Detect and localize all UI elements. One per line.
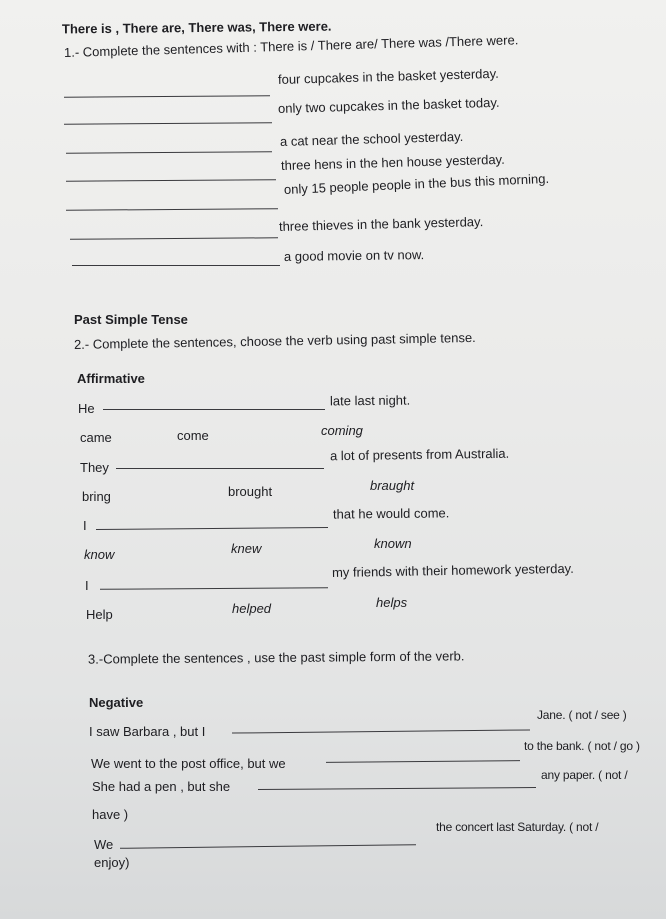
section2-subheading: Affirmative <box>77 371 145 386</box>
sentence-rest: that he would come. <box>332 505 450 522</box>
sentence-2: only two cupcakes in the basket today. <box>277 94 500 116</box>
answer-blank[interactable] <box>66 208 278 210</box>
verb-option[interactable]: know <box>84 547 115 562</box>
answer-blank[interactable] <box>100 587 328 590</box>
sentence-end: to the bank. ( not / go ) <box>524 739 640 753</box>
sentence-rest: a lot of presents from Australia. <box>329 445 510 464</box>
sentence-3: a cat near the school yesterday. <box>279 128 464 149</box>
answer-blank[interactable] <box>326 760 520 763</box>
verb-option[interactable]: braught <box>370 478 415 493</box>
sentence-5: only 15 people people in the bus this morning. <box>283 170 550 197</box>
verb-option[interactable]: come <box>177 428 209 443</box>
verb-option[interactable]: came <box>80 430 112 445</box>
verb-option[interactable]: knew <box>231 541 262 556</box>
sentence-start: I saw Barbara , but I <box>89 724 206 739</box>
subject: I <box>85 578 89 593</box>
sentence-wrap: enjoy) <box>94 855 130 870</box>
answer-blank[interactable] <box>64 122 272 124</box>
sentence-end: any paper. ( not / <box>541 768 628 782</box>
sentence-end: the concert last Saturday. ( not / <box>436 820 599 834</box>
verb-option[interactable]: Help <box>86 607 113 622</box>
subject: I <box>83 518 87 533</box>
answer-blank[interactable] <box>258 787 536 790</box>
answer-blank[interactable] <box>116 468 324 469</box>
sentence-7: a good movie on tv now. <box>283 247 425 264</box>
answer-blank[interactable] <box>72 265 280 266</box>
verb-option[interactable]: helps <box>376 595 408 610</box>
section3-subheading: Negative <box>89 695 144 710</box>
section3-instruction: 3.-Complete the sentences , use the past simple form of the verb. <box>87 648 465 667</box>
verb-option[interactable]: known <box>374 536 412 551</box>
verb-option[interactable]: brought <box>228 484 273 499</box>
sentence-wrap: have ) <box>92 807 129 822</box>
sentence-start: She had a pen , but she <box>92 779 231 794</box>
sentence-1: four cupcakes in the basket yesterday. <box>277 65 499 87</box>
sentence-rest: late last night. <box>329 392 411 409</box>
subject: He <box>78 401 95 416</box>
sentence-start: We went to the post office, but we <box>91 756 286 771</box>
worksheet-title: There is , There are, There was, There were. <box>61 18 332 37</box>
answer-blank[interactable] <box>120 844 416 849</box>
answer-blank[interactable] <box>103 409 325 410</box>
sentence-4: three hens in the hen house yesterday. <box>280 151 505 173</box>
answer-blank[interactable] <box>232 729 530 733</box>
section2-instruction: 2.- Complete the sentences, choose the verb using past simple tense. <box>73 329 476 352</box>
sentence-6: three thieves in the bank yesterday. <box>278 214 484 234</box>
subject: They <box>80 460 109 475</box>
answer-blank[interactable] <box>66 179 276 181</box>
section2-heading: Past Simple Tense <box>74 312 188 327</box>
answer-blank[interactable] <box>64 95 270 97</box>
answer-blank[interactable] <box>70 237 278 239</box>
answer-blank[interactable] <box>96 527 328 530</box>
sentence-start: We <box>94 837 114 852</box>
verb-option[interactable]: coming <box>321 423 363 438</box>
verb-option[interactable]: bring <box>82 489 111 504</box>
verb-option[interactable]: helped <box>232 601 272 616</box>
sentence-rest: my friends with their homework yesterday. <box>331 560 574 580</box>
answer-blank[interactable] <box>66 151 272 153</box>
sentence-end: Jane. ( not / see ) <box>537 708 627 722</box>
section1-instruction: 1.- Complete the sentences with : There is / There are/ There was /There were. <box>63 32 519 60</box>
